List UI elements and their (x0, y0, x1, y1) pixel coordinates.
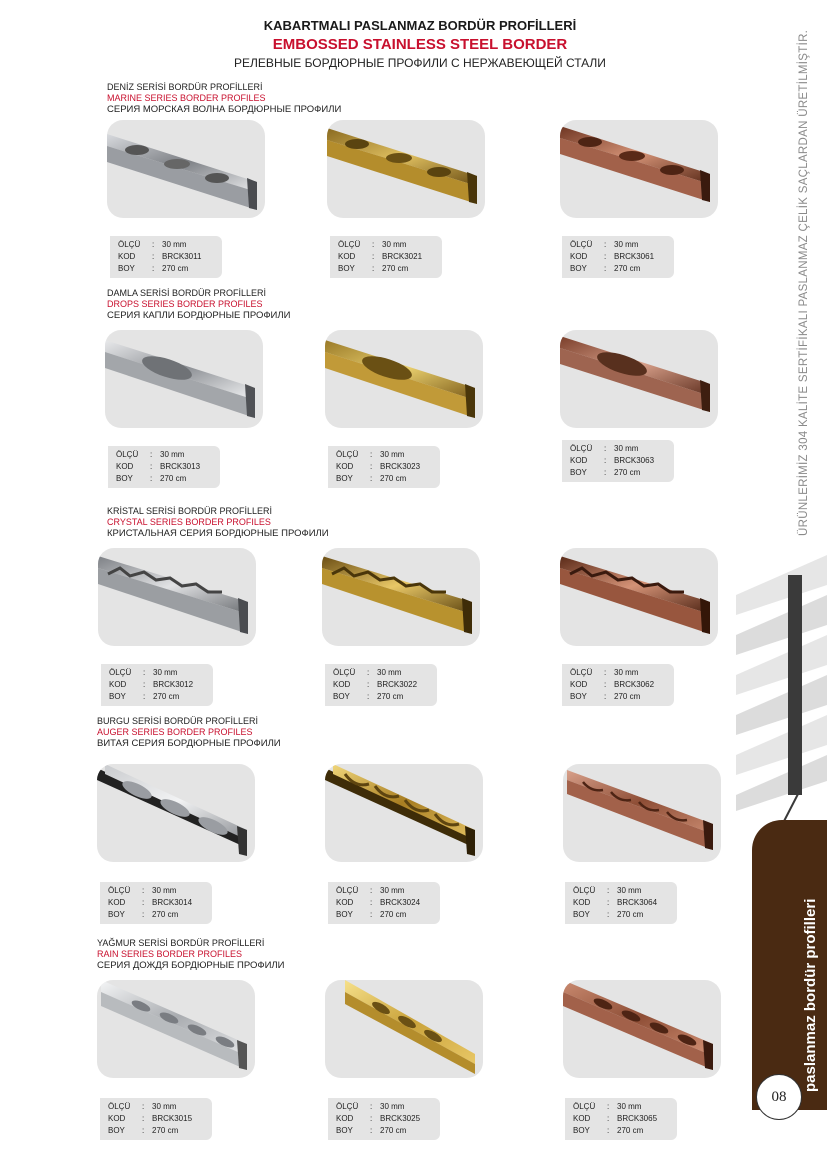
separator: : (370, 1114, 373, 1123)
separator: : (367, 668, 370, 677)
length-label: BOY (336, 910, 353, 919)
length-value: 270 cm (382, 264, 409, 273)
length-label: BOY (336, 1126, 353, 1135)
size-label: ÖLÇÜ (573, 886, 596, 895)
code-label: KOD (338, 252, 356, 261)
series-title-tr: DENİZ SERİSİ BORDÜR PROFİLLERİ (107, 82, 263, 92)
length-label: BOY (109, 692, 126, 701)
separator: : (607, 886, 610, 895)
size-value: 30 mm (380, 450, 405, 459)
separator: : (143, 692, 146, 701)
separator: : (150, 450, 153, 459)
spec-box-brck3064 (565, 882, 677, 924)
quality-note-text: ÜRÜNLERİMİZ 304 KALİTE SERTİFİKALI PASLANMAZ ÇELİK SAÇLARDAN ÜRETİLMİŞTİR. (798, 29, 810, 536)
length-label: BOY (570, 692, 587, 701)
code-value: BRCK3022 (377, 680, 418, 689)
length-value: 270 cm (380, 1126, 407, 1135)
product-image-marine-copper (560, 120, 718, 218)
separator: : (607, 1102, 610, 1111)
code-label: KOD (333, 680, 351, 689)
length-label: BOY (570, 264, 587, 273)
length-value: 270 cm (617, 910, 644, 919)
separator: : (604, 240, 607, 249)
separator: : (367, 680, 370, 689)
separator: : (604, 668, 607, 677)
length-value: 270 cm (152, 910, 179, 919)
series-title-marine (107, 82, 341, 115)
length-label: BOY (333, 692, 350, 701)
separator: : (142, 910, 145, 919)
length-value: 270 cm (380, 910, 407, 919)
series-title-tr: BURGU SERİSİ BORDÜR PROFİLLERİ (97, 716, 259, 726)
section-tab-text: paslanmaz bordür profilleri (802, 898, 819, 1092)
spec-box-brck3021 (330, 236, 442, 278)
size-label: ÖLÇÜ (118, 240, 141, 249)
spec-box-brck3011 (110, 236, 222, 278)
size-label: ÖLÇÜ (570, 444, 593, 453)
separator: : (372, 240, 375, 249)
size-value: 30 mm (152, 886, 177, 895)
separator: : (143, 680, 146, 689)
size-value: 30 mm (153, 668, 178, 677)
code-label: KOD (336, 898, 354, 907)
size-value: 30 mm (614, 444, 639, 453)
size-value: 30 mm (162, 240, 187, 249)
separator: : (604, 456, 607, 465)
length-value: 270 cm (614, 264, 641, 273)
length-label: BOY (336, 474, 353, 483)
length-value: 270 cm (162, 264, 189, 273)
separator: : (370, 450, 373, 459)
length-label: BOY (118, 264, 135, 273)
page-title-ru: РЕЛЕВНЫЕ БОРДЮРНЫЕ ПРОФИЛИ С НЕРЖАВЕЮЩЕЙ СТАЛИ (234, 56, 606, 70)
code-label: KOD (118, 252, 136, 261)
product-image-marine-gold (327, 120, 485, 218)
code-value: BRCK3024 (380, 898, 421, 907)
separator: : (607, 1114, 610, 1123)
length-value: 270 cm (614, 692, 641, 701)
code-label: KOD (573, 898, 591, 907)
brand-logo-graphic (736, 555, 827, 815)
series-title-en: DROPS SERIES BORDER PROFILES (107, 299, 263, 309)
separator: : (150, 474, 153, 483)
product-image-drops-gold (325, 330, 483, 428)
size-label: ÖLÇÜ (573, 1102, 596, 1111)
series-title-tr: DAMLA SERİSİ BORDÜR PROFİLLERİ (107, 288, 267, 298)
series-title-en: AUGER SERIES BORDER PROFILES (97, 727, 253, 737)
code-value: BRCK3012 (153, 680, 194, 689)
separator: : (604, 468, 607, 477)
separator: : (372, 264, 375, 273)
series-title-rain (97, 938, 284, 971)
section-tab-label (752, 830, 827, 1100)
code-value: BRCK3062 (614, 680, 655, 689)
spec-box-brck3013 (108, 446, 220, 488)
product-image-auger-copper (563, 764, 721, 862)
size-value: 30 mm (617, 886, 642, 895)
length-label: BOY (573, 1126, 590, 1135)
code-value: BRCK3061 (614, 252, 655, 261)
page-title-en: EMBOSSED STAINLESS STEEL BORDER (272, 36, 568, 53)
series-title-en: RAIN SERIES BORDER PROFILES (97, 949, 243, 959)
length-value: 270 cm (377, 692, 404, 701)
length-value: 270 cm (153, 692, 180, 701)
spec-box-brck3065 (565, 1098, 677, 1140)
spec-box-brck3012 (101, 664, 213, 706)
size-value: 30 mm (380, 1102, 405, 1111)
separator: : (152, 252, 155, 261)
code-value: BRCK3011 (162, 252, 202, 261)
length-label: BOY (108, 1126, 125, 1135)
code-value: BRCK3015 (152, 1114, 193, 1123)
separator: : (370, 898, 373, 907)
separator: : (607, 910, 610, 919)
spec-box-brck3063 (562, 440, 674, 482)
code-label: KOD (336, 462, 354, 471)
code-value: BRCK3063 (614, 456, 655, 465)
product-image-crystal-gold (322, 548, 480, 646)
spec-box-brck3025 (328, 1098, 440, 1140)
size-value: 30 mm (160, 450, 185, 459)
series-title-ru: КРИСТАЛЬНАЯ СЕРИЯ БОРДЮРНЫЕ ПРОФИЛИ (107, 528, 329, 539)
page-number: 08 (756, 1074, 802, 1120)
separator: : (604, 692, 607, 701)
separator: : (370, 474, 373, 483)
size-label: ÖLÇÜ (336, 450, 359, 459)
size-value: 30 mm (377, 668, 402, 677)
spec-box-brck3024 (328, 882, 440, 924)
series-title-ru: СЕРИЯ КАПЛИ БОРДЮРНЫЕ ПРОФИЛИ (107, 310, 291, 321)
separator: : (604, 444, 607, 453)
product-image-auger-silver (97, 764, 255, 862)
code-label: KOD (570, 680, 588, 689)
separator: : (370, 1126, 373, 1135)
series-title-tr: YAĞMUR SERİSİ BORDÜR PROFİLLERİ (97, 938, 265, 948)
spec-box-brck3062 (562, 664, 674, 706)
vertical-quality-note (782, 16, 810, 536)
separator: : (143, 668, 146, 677)
length-label: BOY (116, 474, 133, 483)
separator: : (150, 462, 153, 471)
code-label: KOD (108, 1114, 126, 1123)
code-value: BRCK3013 (160, 462, 201, 471)
separator: : (142, 1114, 145, 1123)
series-title-ru: ВИТАЯ СЕРИЯ БОРДЮРНЫЕ ПРОФИЛИ (97, 738, 281, 749)
product-image-marine-silver (107, 120, 265, 218)
separator: : (604, 680, 607, 689)
code-value: BRCK3014 (152, 898, 193, 907)
series-title-crystal (107, 506, 329, 539)
separator: : (152, 240, 155, 249)
size-value: 30 mm (152, 1102, 177, 1111)
spec-box-brck3023 (328, 446, 440, 488)
length-value: 270 cm (617, 1126, 644, 1135)
separator: : (604, 252, 607, 261)
product-image-drops-silver (105, 330, 263, 428)
size-value: 30 mm (614, 240, 639, 249)
code-value: BRCK3065 (617, 1114, 658, 1123)
code-label: KOD (570, 252, 588, 261)
code-label: KOD (116, 462, 134, 471)
separator: : (142, 1126, 145, 1135)
code-label: KOD (108, 898, 126, 907)
series-title-drops (107, 288, 290, 321)
code-value: BRCK3064 (617, 898, 658, 907)
size-value: 30 mm (617, 1102, 642, 1111)
series-title-ru: СЕРИЯ МОРСКАЯ ВОЛНА БОРДЮРНЫЕ ПРОФИЛИ (107, 104, 342, 115)
product-image-crystal-silver (98, 548, 256, 646)
size-label: ÖLÇÜ (336, 886, 359, 895)
product-image-crystal-copper (560, 548, 718, 646)
separator: : (607, 898, 610, 907)
product-image-rain-silver (97, 980, 255, 1078)
code-label: KOD (573, 1114, 591, 1123)
series-title-auger (97, 716, 281, 749)
spec-box-brck3014 (100, 882, 212, 924)
code-value: BRCK3021 (382, 252, 423, 261)
length-label: BOY (108, 910, 125, 919)
separator: : (142, 886, 145, 895)
product-image-rain-gold (325, 980, 483, 1078)
series-title-en: MARINE SERIES BORDER PROFILES (107, 93, 266, 103)
separator: : (370, 462, 373, 471)
size-label: ÖLÇÜ (108, 886, 131, 895)
spec-box-brck3015 (100, 1098, 212, 1140)
separator: : (370, 910, 373, 919)
code-value: BRCK3025 (380, 1114, 421, 1123)
product-image-drops-copper (560, 330, 718, 428)
separator: : (142, 898, 145, 907)
separator: : (152, 264, 155, 273)
size-label: ÖLÇÜ (336, 1102, 359, 1111)
spec-box-brck3061 (562, 236, 674, 278)
length-value: 270 cm (152, 1126, 179, 1135)
product-image-auger-gold (325, 764, 483, 862)
code-label: KOD (570, 456, 588, 465)
series-title-en: CRYSTAL SERIES BORDER PROFILES (107, 517, 271, 527)
length-label: BOY (573, 910, 590, 919)
length-value: 270 cm (160, 474, 187, 483)
size-label: ÖLÇÜ (570, 668, 593, 677)
size-label: ÖLÇÜ (338, 240, 361, 249)
separator: : (604, 264, 607, 273)
separator: : (372, 252, 375, 261)
code-value: BRCK3023 (380, 462, 421, 471)
product-image-rain-copper (563, 980, 721, 1078)
page-title-tr: KABARTMALI PASLANMAZ BORDÜR PROFİLLERİ (263, 18, 577, 33)
size-label: ÖLÇÜ (108, 1102, 131, 1111)
size-value: 30 mm (382, 240, 407, 249)
size-label: ÖLÇÜ (570, 240, 593, 249)
size-label: ÖLÇÜ (116, 450, 139, 459)
length-value: 270 cm (380, 474, 407, 483)
separator: : (142, 1102, 145, 1111)
size-value: 30 mm (380, 886, 405, 895)
length-label: BOY (338, 264, 355, 273)
separator: : (607, 1126, 610, 1135)
length-value: 270 cm (614, 468, 641, 477)
series-title-ru: СЕРИЯ ДОЖДЯ БОРДЮРНЫЕ ПРОФИЛИ (97, 960, 285, 971)
size-value: 30 mm (614, 668, 639, 677)
size-label: ÖLÇÜ (109, 668, 132, 677)
series-title-tr: KRİSTAL SERİSİ BORDÜR PROFİLLERİ (107, 506, 273, 516)
spec-box-brck3022 (325, 664, 437, 706)
separator: : (370, 886, 373, 895)
separator: : (370, 1102, 373, 1111)
separator: : (367, 692, 370, 701)
code-label: KOD (336, 1114, 354, 1123)
code-label: KOD (109, 680, 127, 689)
length-label: BOY (570, 468, 587, 477)
size-label: ÖLÇÜ (333, 668, 356, 677)
